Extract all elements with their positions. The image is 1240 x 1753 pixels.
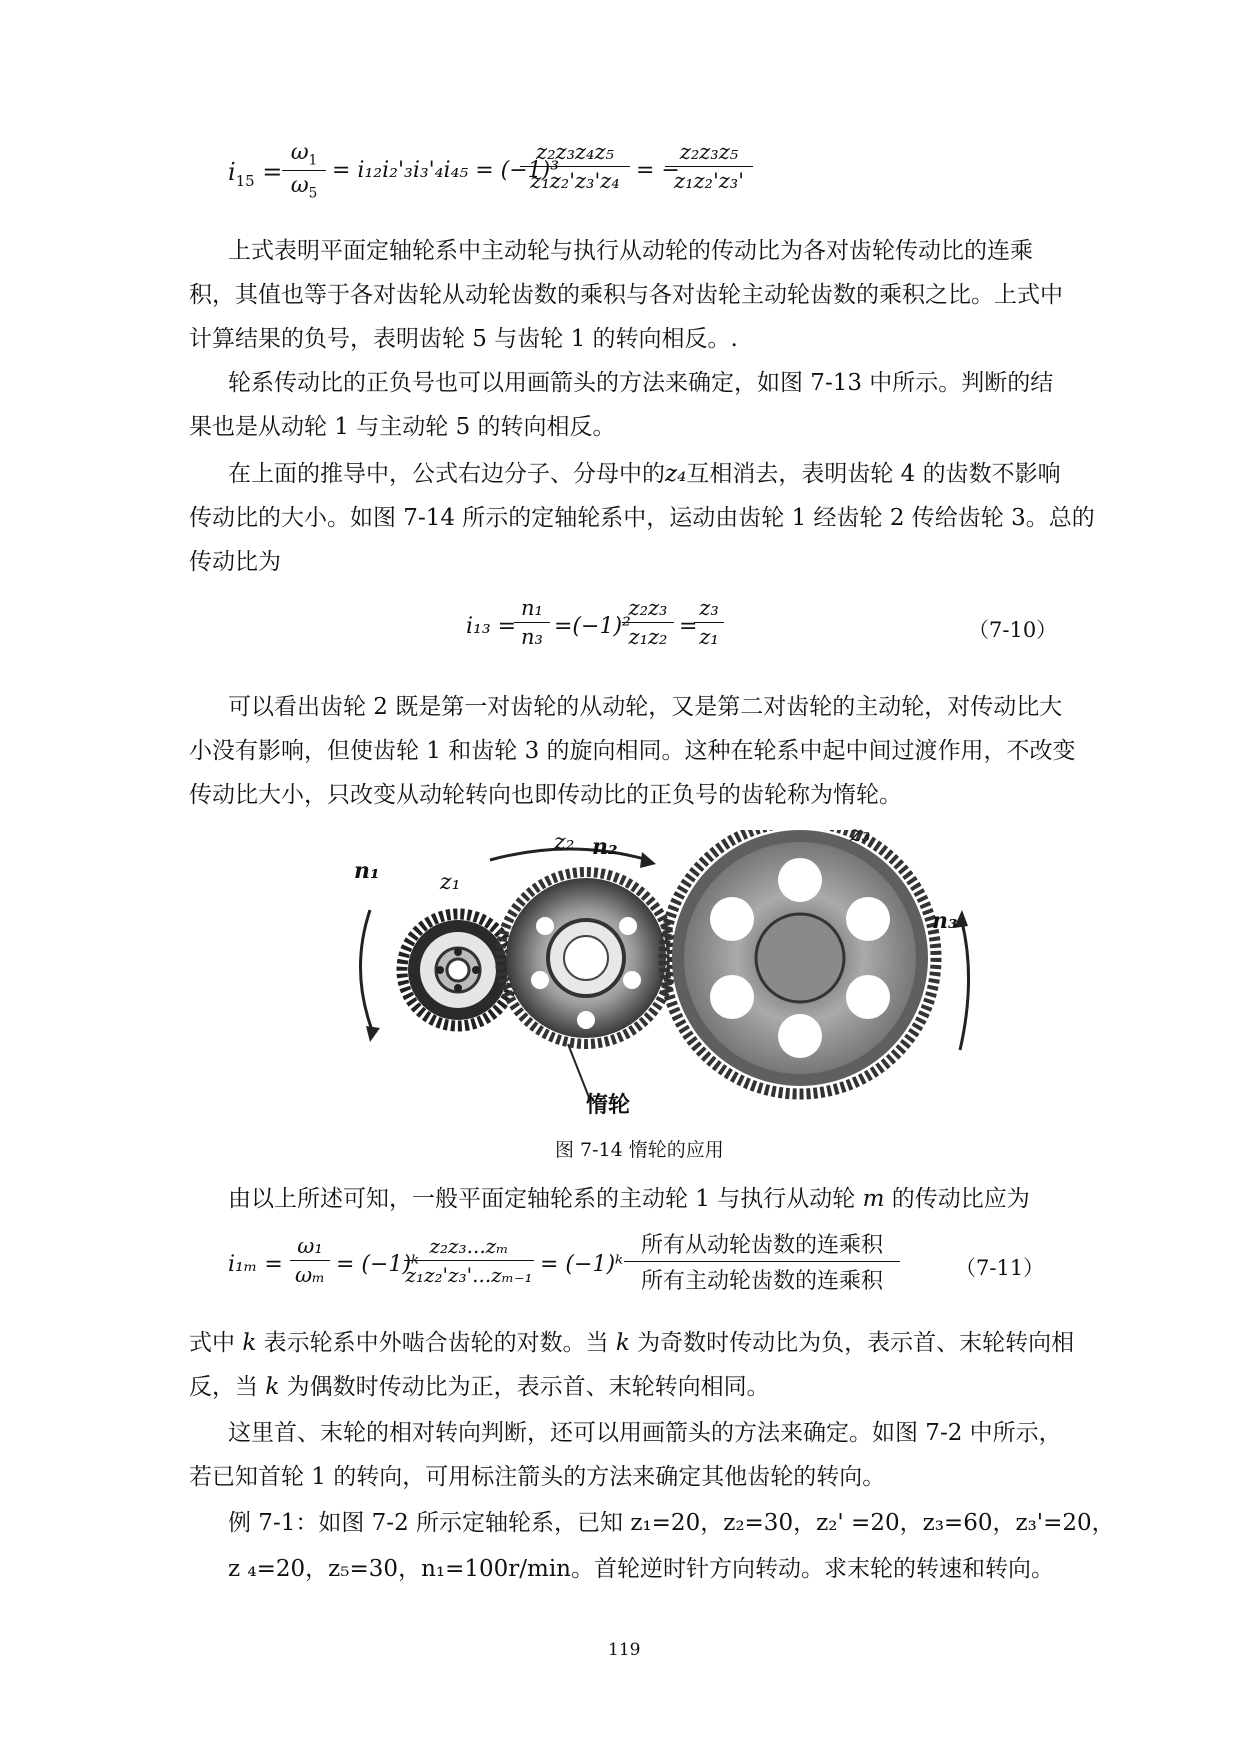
eq1-omega-fraction xyxy=(282,140,326,202)
eq3-f2-den: z₁z₂'z₃'...zₘ₋₁ xyxy=(405,1263,533,1287)
para5-line1-a: 由以上所述可知，一般平面定轴轮系的主动轮 1 与执行从动轮 xyxy=(228,1186,856,1212)
para2-line2: 果也是从动轮 1 与主动轮 5 的转向相反。 xyxy=(189,414,616,440)
para4-line2: 小没有影响，但使齿轮 1 和齿轮 3 的旋向相同。这种在轮系中起中间过渡作用，不改变 xyxy=(189,738,1076,764)
eq2-mid: =(−1)² xyxy=(554,614,631,639)
example-line2: z ₄=20，z₅=30，n₁=100r/min。首轮逆时针方向转动。求末轮的转速和转向。 xyxy=(228,1556,1054,1582)
para7-line1: 这里首、末轮的相对转向判断，还可以用画箭头的方法来确定。如图 7-2 中所示， xyxy=(228,1420,1062,1446)
para4-line1: 可以看出齿轮 2 既是第一对齿轮的从动轮，又是第二对齿轮的主动轮，对传动比大 xyxy=(228,694,1063,720)
eq1-lhs-sub: 15 xyxy=(235,171,255,190)
eq3-mid2: = (−1)ᵏ xyxy=(540,1252,624,1277)
para6-line2 xyxy=(189,1368,770,1401)
eq2-f2-num: z₂z₃ xyxy=(628,596,668,620)
gear-train-illustration xyxy=(340,830,980,1115)
para6-k1: k xyxy=(242,1330,257,1356)
label-n1: n₁ xyxy=(354,858,380,884)
figure-caption: 图 7-14 惰轮的应用 xyxy=(555,1139,724,1161)
eq3-w-den: ωₘ xyxy=(294,1263,325,1287)
eq1-omega-den-sub: 5 xyxy=(308,185,318,202)
label-z3: z₃ xyxy=(850,822,871,847)
eq2-fraction-3 xyxy=(694,596,724,649)
para6-d: 反，当 xyxy=(189,1374,258,1400)
eq1-fraction-2 xyxy=(520,140,630,193)
eq2-lhs: i₁₃ = xyxy=(466,614,517,639)
eq2-f2-den: z₁z₂ xyxy=(628,625,668,649)
eq1-chain: = i₁₂i₂'₃i₃'₄i₄₅ = (−1)³ xyxy=(332,158,560,183)
n3-arrow xyxy=(960,922,969,1050)
eq1-lhs-symbol: i xyxy=(228,158,236,186)
eq1-lhs: $i_{15}$ = xyxy=(228,158,283,190)
eq1-f2-num: z₂z₃z₄z₅ xyxy=(536,140,614,164)
para5-line1 xyxy=(228,1180,1030,1213)
para3-line1-b: 互相消去，表明齿轮 4 的齿数不影响 xyxy=(686,461,1061,487)
gear-z3 xyxy=(664,830,936,1094)
eq2-n-fraction xyxy=(514,596,550,649)
gear-z2 xyxy=(500,872,672,1044)
eq2-n-num: n₁ xyxy=(521,596,543,620)
para6-k3: k xyxy=(265,1374,280,1400)
label-idler: 惰轮 xyxy=(586,1093,631,1118)
eq3-f3-den: 所有主动轮齿数的连乘积 xyxy=(640,1269,883,1294)
n1-arrow xyxy=(360,910,372,1030)
eq1-minus: = − xyxy=(636,158,680,183)
eq1-omega-num: ω xyxy=(290,140,309,165)
eq3-f3-num: 所有从动轮齿数的连乘积 xyxy=(640,1233,883,1258)
eq1-f3-num: z₂z₃z₅ xyxy=(679,140,739,164)
eq3-mid: = (−1)ᵏ xyxy=(336,1252,420,1277)
para6-k2: k xyxy=(615,1330,630,1356)
eq1-fraction-3 xyxy=(665,140,753,193)
para6-a: 式中 xyxy=(189,1330,235,1356)
label-z2: z₂ xyxy=(554,830,575,855)
eq2-fraction-2 xyxy=(622,596,674,649)
eq2-f3-den: z₁ xyxy=(699,625,719,649)
label-n3: n₃ xyxy=(932,908,958,934)
eq2-number: （7-10） xyxy=(968,618,1058,642)
para6-line1 xyxy=(189,1324,1074,1357)
para6-e: 为偶数时传动比为正，表示首、末轮转向相同。 xyxy=(286,1374,770,1400)
para3-z4: z₄ xyxy=(665,461,687,487)
eq2-equals: = xyxy=(679,614,698,639)
idler-gear-figure xyxy=(340,822,980,1118)
eq3-omega-fraction xyxy=(290,1234,330,1287)
eq3-fraction-2 xyxy=(404,1234,534,1287)
para3-line1 xyxy=(228,455,1061,488)
eq3-w-num: ω₁ xyxy=(297,1234,323,1258)
para1-line2: 积，其值也等于各对齿轮从动轮齿数的乘积与各对齿轮主动轮齿数的乘积之比。上式中 xyxy=(189,282,1063,308)
para7-line2: 若已知首轮 1 的转向，可用标注箭头的方法来确定其他齿轮的转向。 xyxy=(189,1464,886,1490)
eq2-f3-num: z₃ xyxy=(699,596,719,620)
para6-b: 表示轮系中外啮合齿轮的对数。当 xyxy=(263,1330,609,1356)
label-z1: z₁ xyxy=(440,870,461,895)
eq1-omega-num-sub: 1 xyxy=(308,152,318,169)
example-line1: 例 7-1：如图 7-2 所示定轴轮系，已知 z₁=20，z₂=30，z₂' =20，z₃=60，z₃'=20， xyxy=(228,1510,1115,1536)
eq1-omega-den: ω xyxy=(290,173,309,199)
eq1-f3-den: z₁z₂'z₃' xyxy=(674,169,744,193)
eq3-number: （7-11） xyxy=(955,1256,1045,1280)
eq3-fraction-3 xyxy=(624,1228,900,1295)
eq3-f2-num: z₂z₃...zₘ xyxy=(429,1234,509,1258)
para4-line3: 传动比大小，只改变从动轮转向也即传动比的正负号的齿轮称为惰轮。 xyxy=(189,782,902,808)
para5-line1-b: 的传动比应为 xyxy=(891,1186,1030,1212)
para1-line3: 计算结果的负号，表明齿轮 5 与齿轮 1 的转向相反。. xyxy=(189,326,738,352)
page-number: 119 xyxy=(608,1640,641,1660)
eq2-n-den: n₃ xyxy=(521,625,543,649)
eq3-lhs: i₁ₘ = xyxy=(228,1252,283,1277)
eq1-f2-den: z₁z₂'z₃'z₄ xyxy=(530,169,620,193)
gear-z1 xyxy=(402,914,514,1026)
para5-m: m xyxy=(862,1186,885,1212)
para1-line1: 上式表明平面定轴轮系中主动轮与执行从动轮的传动比为各对齿轮传动比的连乘 xyxy=(228,238,1033,264)
para3-line1-a: 在上面的推导中，公式右边分子、分母中的 xyxy=(228,461,665,487)
para3-line3: 传动比为 xyxy=(189,549,281,575)
para2-line1: 轮系传动比的正负号也可以用画箭头的方法来确定，如图 7-13 中所示。判断的结 xyxy=(228,370,1054,396)
para6-c: 为奇数时传动比为负，表示首、末轮转向相 xyxy=(637,1330,1075,1356)
label-n2: n₂ xyxy=(592,834,618,860)
para3-line2: 传动比的大小。如图 7-14 所示的定轴轮系中，运动由齿轮 1 经齿轮 2 传给齿轮 3。总的 xyxy=(189,505,1095,531)
